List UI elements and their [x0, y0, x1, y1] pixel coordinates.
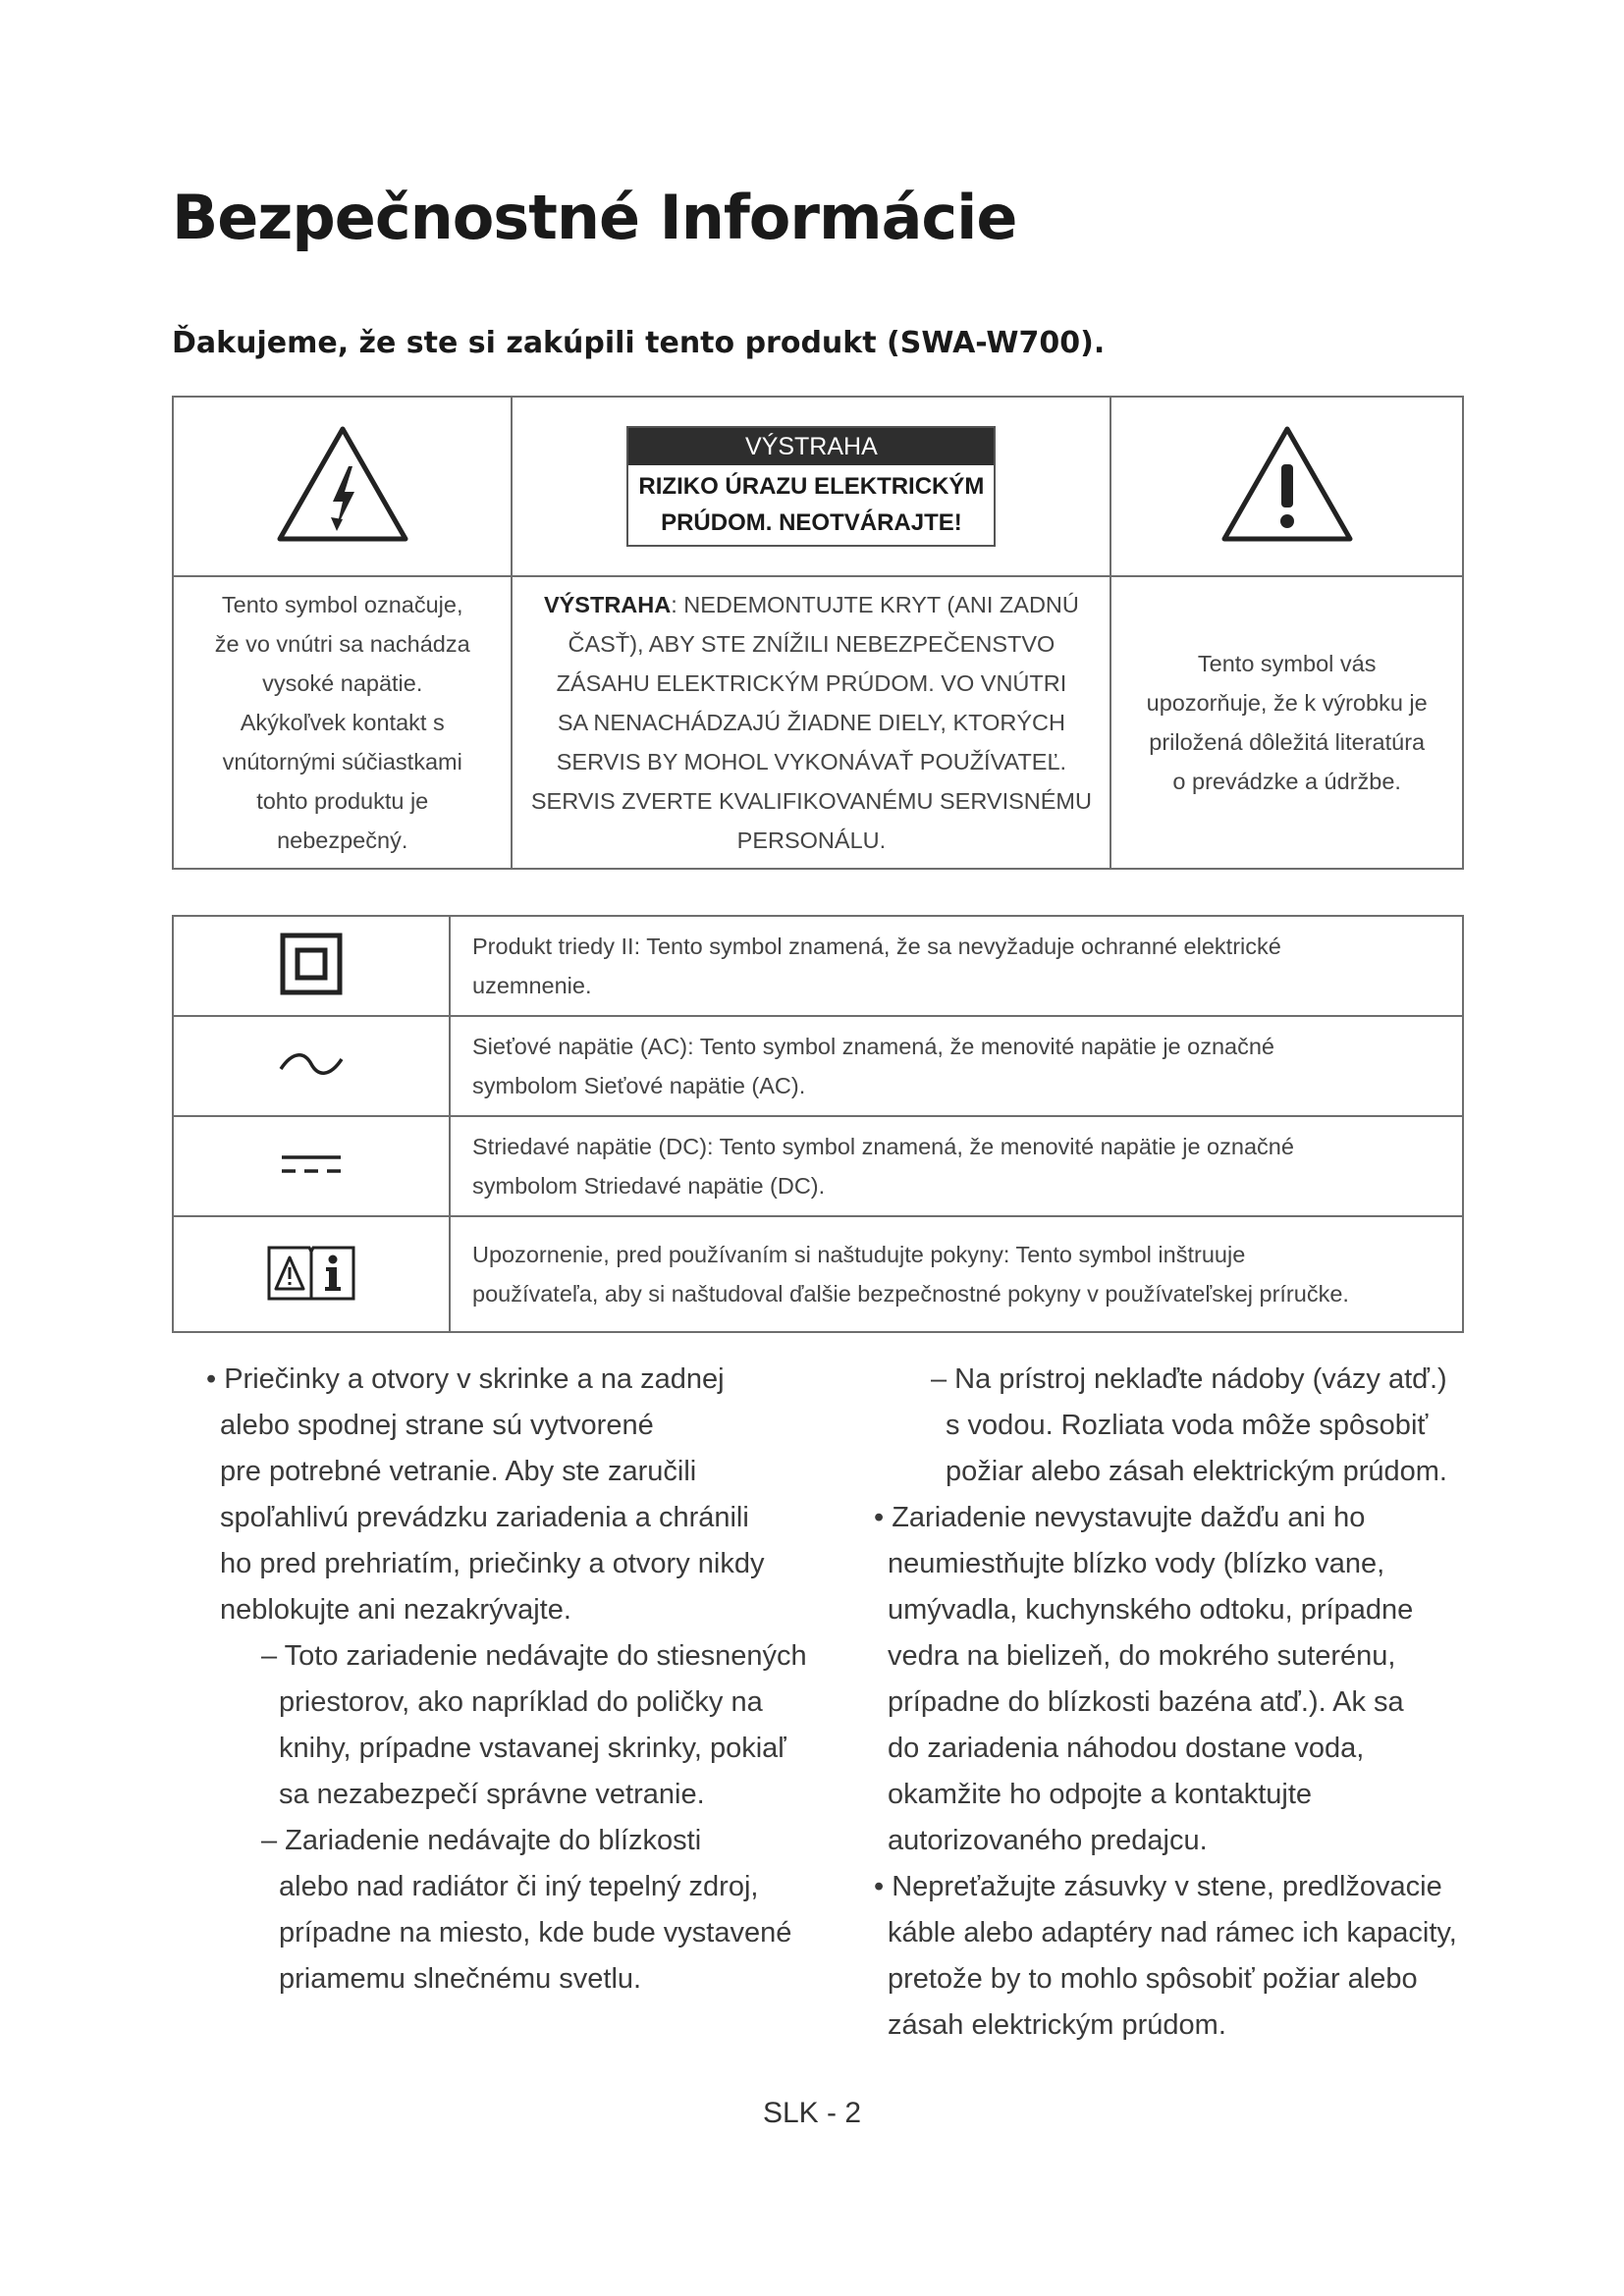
- symbol-description: [450, 1116, 1463, 1216]
- warning-box-cell: [512, 397, 1110, 576]
- text-line: káble alebo adaptéry nad rámec ich kapacity,: [888, 1917, 1457, 1949]
- warning-table: [172, 396, 1464, 870]
- table-row: [173, 1016, 1463, 1116]
- text-line: Tento symbol vás: [1197, 651, 1377, 676]
- text-line: do zariadenia náhodou dostane voda,: [888, 1733, 1365, 1764]
- text-line: • Nepreťažujte zásuvky v stene, predlžovacie: [874, 1871, 1442, 1902]
- warning-icon-cell-right: [1110, 397, 1463, 576]
- text-line: priestorov, ako napríklad do poličky na: [279, 1686, 763, 1718]
- symbol-description: [450, 1216, 1463, 1332]
- table-row: [173, 916, 1463, 1016]
- text-line: nebezpečný.: [277, 828, 408, 853]
- text-line: Tento symbol označuje,: [221, 592, 463, 617]
- page-subtitle: Ďakujeme, že ste si zakúpili tento produkt (SWA-W700).: [172, 326, 1106, 360]
- text-line: priamemu slnečnému svetlu.: [279, 1963, 642, 1995]
- left-column-text: [206, 1357, 835, 2002]
- text-line: Upozornenie, pred používaním si naštudujte pokyny: Tento symbol inštruuje: [472, 1242, 1246, 1267]
- text-line: že vo vnútri sa nachádza: [214, 631, 470, 657]
- text-line: Sieťové napätie (AC): Tento symbol znamená, že menovité napätie je označné: [472, 1034, 1274, 1059]
- dc-symbol-icon: [280, 1152, 343, 1176]
- high-voltage-description: [173, 576, 512, 869]
- text-line: uzemnenie.: [472, 973, 592, 998]
- text-line: symbolom Striedavé napätie (DC).: [472, 1173, 826, 1199]
- right-column-text: [874, 1357, 1483, 2049]
- symbols-table: [172, 915, 1464, 1333]
- text-line: Produkt triedy II: Tento symbol znamená, že sa nevyžaduje ochranné elektrické: [472, 934, 1281, 959]
- warning-box-line: RIZIKO ÚRAZU ELEKTRICKÝM: [638, 473, 985, 500]
- text-line: Akýkoľvek kontakt s: [240, 710, 445, 735]
- text-line: ČASŤ), ABY STE ZNÍŽILI NEBEZPEČENSTVO: [568, 631, 1056, 657]
- text-line: neumiestňujte blízko vody (blízko vane,: [888, 1548, 1385, 1579]
- text-line: – Zariadenie nedávajte do blízkosti: [261, 1825, 702, 1856]
- text-line: • Zariadenie nevystavujte dažďu ani ho: [874, 1502, 1366, 1533]
- symbol-description: [450, 916, 1463, 1016]
- symbol-cell: [173, 1216, 450, 1332]
- text-line: o prevádzke a údržbe.: [1172, 769, 1401, 794]
- warning-box-body: [628, 465, 994, 545]
- page-title: Bezpečnostné Informácie: [172, 182, 1017, 253]
- symbol-cell: [173, 1116, 450, 1216]
- text-line: pre potrebné vetranie. Aby ste zaručili: [220, 1456, 697, 1487]
- text-fragment: : NEDEMONTUJTE KRYT (ANI ZADNÚ: [671, 592, 1079, 617]
- ac-wave-icon: [277, 1049, 346, 1079]
- text-line: [524, 585, 1098, 624]
- symbol-cell: [173, 916, 450, 1016]
- text-line: vysoké napätie.: [262, 670, 423, 696]
- text-line: PERSONÁLU.: [736, 828, 887, 853]
- text-line: • Priečinky a otvory v skrinke a na zadnej: [206, 1363, 725, 1395]
- page-number: SLK - 2: [762, 2097, 862, 2129]
- text-line: zásah elektrickým prúdom.: [888, 2009, 1226, 2041]
- text-line: alebo nad radiátor či iný tepelný zdroj,: [279, 1871, 759, 1902]
- text-line: prípadne do blízkosti bazéna atď.). Ak sa: [888, 1686, 1404, 1718]
- text-line: SA NENACHÁDZAJÚ ŽIADNE DIELY, KTORÝCH: [557, 710, 1065, 735]
- text-line: autorizovaného predajcu.: [888, 1825, 1208, 1856]
- symbol-description: [450, 1016, 1463, 1116]
- text-line: pretože by to mohlo spôsobiť požiar alebo: [888, 1963, 1418, 1995]
- double-square-class-ii-icon: [280, 933, 343, 995]
- text-line: spoľahlivú prevádzku zariadenia a chránili: [220, 1502, 749, 1533]
- text-line: používateľa, aby si naštudoval ďalšie bezpečnostné pokyny v používateľskej príručke.: [472, 1281, 1349, 1307]
- text-line: sa nezabezpečí správne vetranie.: [279, 1779, 705, 1810]
- text-line: ho pred prehriatím, priečinky a otvory nikdy: [220, 1548, 765, 1579]
- lightning-warning-icon: [274, 423, 411, 545]
- table-row: [173, 1116, 1463, 1216]
- exclamation-warning-icon: [1218, 423, 1356, 545]
- text-line: umývadla, kuchynského odtoku, prípadne: [888, 1594, 1414, 1626]
- read-manual-icon: [266, 1240, 356, 1305]
- warning-icon-cell-left: [173, 397, 512, 576]
- text-line: požiar alebo zásah elektrickým prúdom.: [946, 1456, 1447, 1487]
- warning-label: VÝSTRAHA: [543, 592, 672, 617]
- text-line: upozorňuje, že k výrobku je: [1146, 690, 1428, 716]
- text-line: – Toto zariadenie nedávajte do stiesnených: [261, 1640, 807, 1672]
- text-line: vnútornými súčiastkami: [222, 749, 462, 774]
- text-line: s vodou. Rozliata voda môže spôsobiť: [946, 1410, 1429, 1441]
- text-line: Striedavé napätie (DC): Tento symbol znamená, že menovité napätie je označné: [472, 1134, 1294, 1159]
- literature-description: [1110, 576, 1463, 869]
- text-line: – Na prístroj neklaďte nádoby (vázy atď.): [931, 1363, 1447, 1395]
- warning-description: [512, 576, 1110, 869]
- text-line: priložená dôležitá literatúra: [1149, 729, 1426, 755]
- text-line: alebo spodnej strane sú vytvorené: [220, 1410, 654, 1441]
- text-line: tohto produktu je: [256, 788, 429, 814]
- text-line: prípadne na miesto, kde bude vystavené: [279, 1917, 792, 1949]
- text-line: SERVIS BY MOHOL VYKONÁVAŤ POUŽÍVATEĽ.: [556, 749, 1067, 774]
- text-line: SERVIS ZVERTE KVALIFIKOVANÉMU SERVISNÉMU: [530, 788, 1092, 814]
- text-line: neblokujte ani nezakrývajte.: [220, 1594, 571, 1626]
- warning-box: [626, 426, 996, 547]
- text-line: symbolom Sieťové napätie (AC).: [472, 1073, 806, 1098]
- text-line: okamžite ho odpojte a kontaktujte: [888, 1779, 1313, 1810]
- table-row: [173, 1216, 1463, 1332]
- text-line: ZÁSAHU ELEKTRICKÝM PRÚDOM. VO VNÚTRI: [556, 670, 1067, 696]
- text-line: knihy, prípadne vstavanej skrinky, pokiaľ: [279, 1733, 786, 1764]
- text-line: vedra na bielizeň, do mokrého suterénu,: [888, 1640, 1396, 1672]
- symbol-cell: [173, 1016, 450, 1116]
- warning-box-line: PRÚDOM. NEOTVÁRAJTE!: [661, 509, 962, 536]
- warning-box-head: VÝSTRAHA: [628, 428, 994, 465]
